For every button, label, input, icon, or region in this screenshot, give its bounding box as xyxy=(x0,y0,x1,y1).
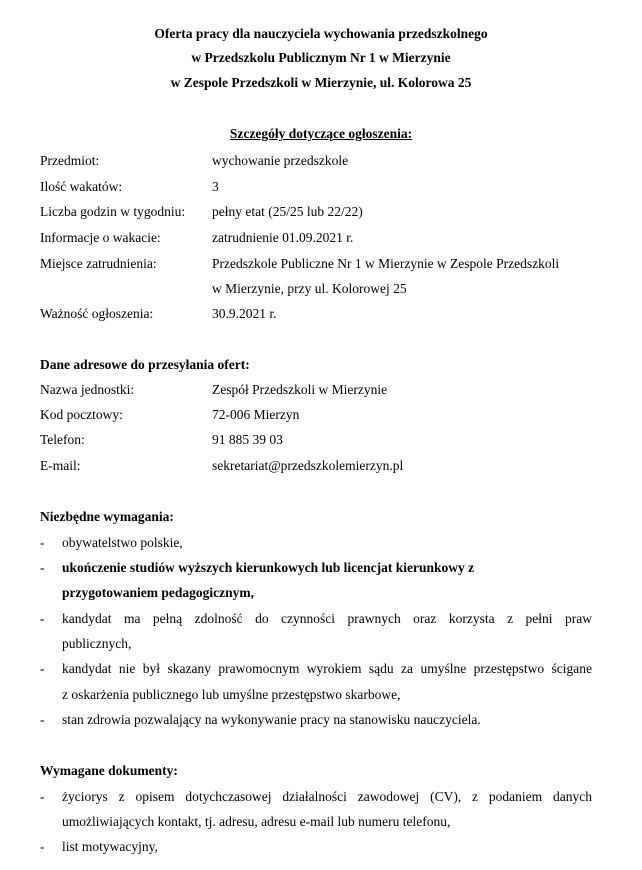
row-label: Ważność ogłoszenia: xyxy=(40,306,154,321)
row-value: 91 885 39 03 xyxy=(212,432,283,447)
row-value: 3 xyxy=(212,179,219,194)
row-label: Nazwa jednostki: xyxy=(40,382,135,397)
details-row-workplace xyxy=(0,256,642,272)
row-value: 72-006 Mierzyn xyxy=(212,407,300,422)
list-dash: - xyxy=(40,560,45,575)
document-title-line-1: Oferta pracy dla nauczyciela wychowania przedszkolnego xyxy=(154,26,488,41)
details-heading: Szczegóły dotyczące ogłoszenia: xyxy=(229,126,413,141)
row-value: zatrudnienie 01.09.2021 r. xyxy=(212,230,354,245)
details-row-validity xyxy=(0,306,642,322)
address-row-email xyxy=(0,458,642,474)
list-item-text: kandydat ma pełną zdolność do czynności prawnych oraz korzysta z pełni praw xyxy=(62,611,592,626)
list-item-text: życiorys z opisem dotychczasowej działalności zawodowej (CV), z podaniem danych xyxy=(62,789,592,804)
row-value: 30.9.2021 r. xyxy=(212,306,277,321)
row-value: wychowanie przedszkole xyxy=(212,153,349,168)
list-item-text: publicznych, xyxy=(62,636,132,651)
details-row-vacancy-info xyxy=(0,230,642,246)
row-label: Telefon: xyxy=(40,432,85,447)
row-label: Miejsce zatrudnienia: xyxy=(40,256,157,271)
row-label: Informacje o wakacie: xyxy=(40,230,161,245)
address-row-phone xyxy=(0,432,642,448)
row-label: Przedmiot: xyxy=(40,153,100,168)
row-label: Kod pocztowy: xyxy=(40,407,123,422)
list-dash: - xyxy=(40,611,45,626)
document-title-line-2: w Przedszkolu Publicznym Nr 1 w Mierzynie xyxy=(191,50,451,65)
list-dash: - xyxy=(40,789,45,804)
requirements-heading: Niezbędne wymagania: xyxy=(40,509,174,524)
row-label: Liczba godzin w tygodniu: xyxy=(40,204,186,219)
row-label: Ilość wakatów: xyxy=(40,179,123,194)
document-title-line-3: w Zespole Przedszkoli w Mierzynie, ul. Kolorowa 25 xyxy=(170,75,472,90)
documents-heading: Wymagane dokumenty: xyxy=(40,763,178,778)
list-item-text: przygotowaniem pedagogicznym, xyxy=(62,585,254,600)
row-value: w Mierzynie, przy ul. Kolorowej 25 xyxy=(212,281,407,296)
row-value: Zespół Przedszkoli w Mierzynie xyxy=(212,382,388,397)
details-row-hours xyxy=(0,204,642,220)
details-row-subject xyxy=(0,153,642,169)
list-item-text: obywatelstwo polskie, xyxy=(62,535,183,550)
row-value: pełny etat (25/25 lub 22/22) xyxy=(212,204,363,219)
list-dash: - xyxy=(40,661,45,676)
address-heading: Dane adresowe do przesyłania ofert: xyxy=(40,357,250,372)
row-label: E-mail: xyxy=(40,458,81,473)
list-item-text: stan zdrowia pozwalający na wykonywanie pracy na stanowisku nauczyciela. xyxy=(62,712,481,727)
address-row-unit xyxy=(0,382,642,398)
details-row-workplace-cont xyxy=(0,281,642,297)
list-dash: - xyxy=(40,839,45,854)
list-item-text: kandydat nie był skazany prawomocnym wyrokiem sądu za umyślne przestępstwo ścigane xyxy=(62,661,592,676)
list-item-text: list motywacyjny, xyxy=(62,839,158,854)
list-dash: - xyxy=(40,535,45,550)
list-dash: - xyxy=(40,712,45,727)
row-value: sekretariat@przedszkolemierzyn.pl xyxy=(212,458,404,473)
list-item-text: z oskarżenia publicznego lub umyślne przestępstwo skarbowe, xyxy=(62,687,401,702)
list-item-text: umożliwiających kontakt, tj. adresu, adresu e-mail lub numeru telefonu, xyxy=(62,814,451,829)
row-value: Przedszkole Publiczne Nr 1 w Mierzynie w Zespole Przedszkoli xyxy=(212,256,560,271)
address-row-postcode xyxy=(0,407,642,423)
details-row-vacancies xyxy=(0,179,642,195)
list-item-text: ukończenie studiów wyższych kierunkowych lub licencjat kierunkowy z xyxy=(62,560,475,575)
